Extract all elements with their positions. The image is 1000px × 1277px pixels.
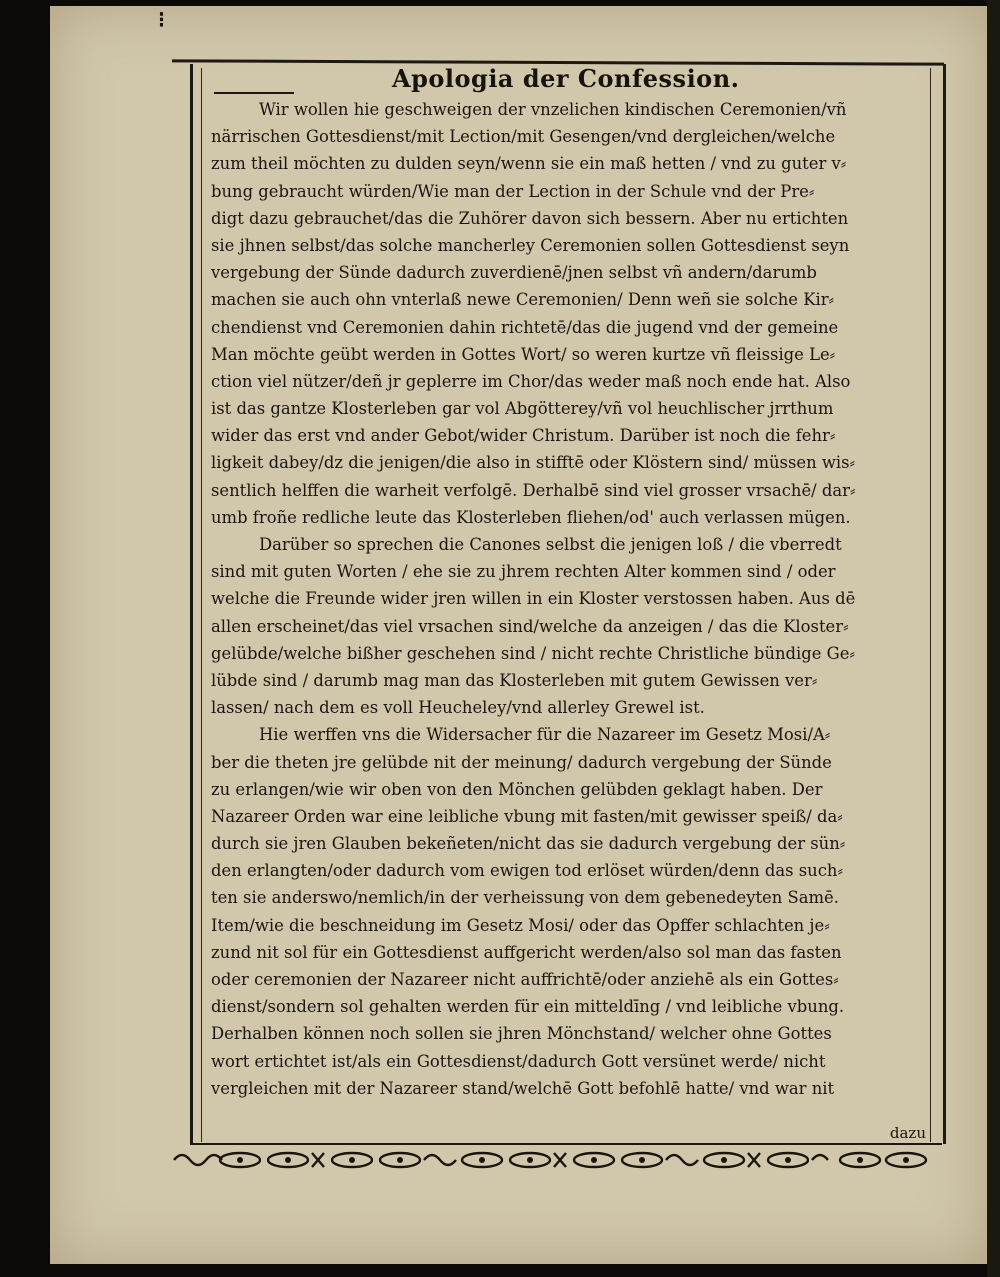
text-line: allen erscheinet/das viel vrsachen sind/welche da anzeigen / das die Kloster⸗	[211, 616, 849, 636]
text-line: ction viel nützer/deñ jr geplerre im Chor/das weder maß noch ende hat. Also	[211, 371, 851, 391]
text-line: gelübde/welche bißher geschehen sind / nicht rechte Christliche bündige Ge⸗	[211, 643, 855, 663]
margin-ink-mark: ⁝	[158, 7, 165, 33]
text-line: chendienst vnd Ceremonien dahin richtetē/das die jugend vnd der gemeine	[211, 317, 839, 337]
text-line: lassen/ nach dem es voll Heucheley/vnd allerley Grewel ist.	[211, 698, 705, 718]
text-line: dienst/sondern sol gehalten werden für ein mitteldīng / vnd leibliche vbung.	[211, 997, 845, 1017]
text-line: Hie werffen vns die Widersacher für die Nazareer im Gesetz Mosi/A⸗	[259, 725, 831, 745]
text-line: umb froñe redliche leute das Klosterleben fliehen/od' auch verlassen mügen.	[211, 507, 851, 527]
header-short-rule	[214, 92, 294, 94]
text-line: ber die theten jre gelübde nit der meinung/ dadurch vergebung der Sünde	[211, 752, 832, 772]
text-line: oder ceremonien der Nazareer nicht auffrichtē/oder anziehē als ein Gottes⸗	[211, 970, 839, 989]
text-line: zum theil möchten zu dulden seyn/wenn sie ein maß hetten / vnd zu guter v⸗	[211, 154, 847, 174]
text-line: wider das erst vnd ander Gebot/wider Christum. Darüber ist noch die fehr⸗	[211, 426, 836, 446]
text-line: Derhalben können noch sollen sie jhren Mönchstand/ welcher ohne Gottes	[211, 1024, 832, 1044]
scan-edge	[987, 0, 1000, 1277]
text-line: ist das gantze Klosterleben gar vol Abgötterey/vñ vol heuchlischer jrrthum	[211, 399, 834, 419]
text-line: wort ertichtet ist/als ein Gottesdienst/dadurch Gott versünet werde/ nicht	[211, 1051, 826, 1071]
text-line: Item/wie die beschneidung im Gesetz Mosi/ oder das Opffer schlachten je⸗	[211, 915, 830, 935]
text-line: durch sie jren Glauben bekeñeten/nicht das sie dadurch vergebung der sün⸗	[211, 834, 846, 854]
text-line: den erlangten/oder dadurch vom ewigen tod erlöset würden/denn das such⸗	[211, 861, 843, 881]
text-line: vergleichen mit der Nazareer stand/welchē Gott befohlē hatte/ vnd war nit	[211, 1078, 835, 1098]
text-line: vergebung der Sünde dadurch zuverdienē/jnen selbst vñ andern/darumb	[211, 263, 817, 283]
text-line: lübde sind / darumb mag man das Klosterleben mit gutem Gewissen ver⸗	[211, 670, 818, 690]
text-line: ligkeit dabey/dz die jenigen/die also in stifftē oder Klöstern sind/ müssen wis⸗	[211, 453, 855, 473]
text-line: welche die Freunde wider jren willen in ein Kloster verstossen haben. Aus dē	[211, 589, 856, 609]
running-title: Apologia der Confession.	[392, 64, 740, 93]
body-text	[211, 96, 926, 1102]
text-line: digt dazu gebrauchet/das die Zuhörer davon sich bessern. Aber nu ertichten	[211, 208, 849, 228]
text-line: bung gebraucht würden/Wie man der Lection in der Schule vnd der Pre⸗	[211, 181, 815, 201]
text-line: närrischen Gottesdienst/mit Lection/mit Gesengen/vnd dergleichen/welche	[211, 127, 836, 147]
text-line: Darüber so sprechen die Canones selbst die jenigen loß / die vberredt	[259, 535, 842, 554]
text-line: ten sie anderswo/nemlich/in der verheissung von dem gebenedeyten Samē.	[211, 888, 839, 908]
text-line: machen sie auch ohn vnterlaß newe Ceremonien/ Denn weñ sie solche Kir⸗	[211, 290, 834, 310]
text-line: sind mit guten Worten / ehe sie zu jhrem rechten Alter kommen sind / oder	[211, 562, 836, 582]
text-line: sie jhnen selbst/das solche mancherley Ceremonien sollen Gottesdienst seyn	[211, 235, 850, 255]
text-line: zu erlangen/wie wir oben von den Mönchen gelübden geklagt haben. Der	[211, 779, 823, 799]
text-line: Man möchte geübt werden in Gottes Wort/ so weren kurtze vñ fleissige Le⸗	[211, 344, 836, 364]
text-line: zund nit sol für ein Gottesdienst auffgericht werden/also sol man das fasten	[211, 942, 842, 962]
text-line: sentlich helffen die warheit verfolgē. Derhalbē sind viel grosser vrsachē/ dar⸗	[211, 480, 856, 500]
text-line: Nazareer Orden war eine leibliche vbung mit fasten/mit gewisser speiß/ da⸗	[211, 806, 843, 826]
text-line: Wir wollen hie geschweigen der vnzelichen kindischen Ceremonien/vñ	[259, 100, 847, 119]
catchword: dazu	[889, 1124, 926, 1142]
ornamental-border	[170, 1145, 930, 1175]
